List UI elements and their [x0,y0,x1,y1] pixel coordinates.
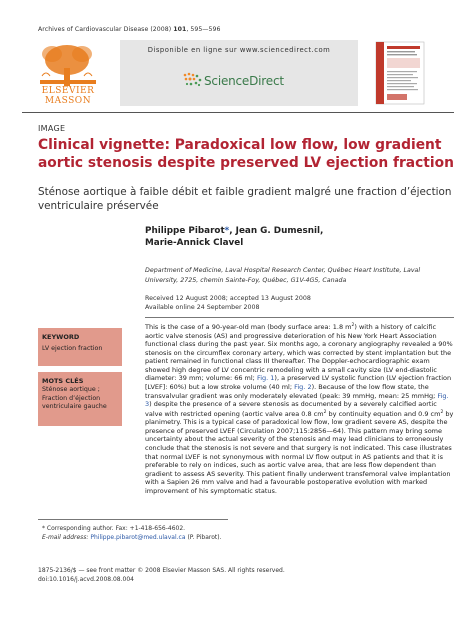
corresponding-author-note: Corresponding author. Fax: +1-418-656-4602. [46,525,186,532]
keyword-box [38,328,122,366]
footnote-divider [38,519,228,520]
keyword-heading: KEYWORD [42,333,80,341]
copyright-line: 1875-2136/$ — see front matter © 2008 Elsevier Masson SAS. All rights reserved. [38,567,285,574]
elsevier-masson-logo [22,40,114,106]
footnote: * Corresponding author. Fax: +1-418-656-4602. E-mail address: Philippe.pibarot@med.ulaval.ca (P. Pibarot). [42,525,222,541]
author-link[interactable]: Philippe Pibarot [145,226,225,236]
article-title-french: Sténose aortique à faible débit et faible gradient malgré une fraction d’éjection ventriculaire préservée [38,186,452,212]
sciencedirect-label: ScienceDirect [204,74,284,88]
author-names: , Jean G. Dumesnil, [229,226,324,236]
keyword-heading-french: MOTS CLÉS [42,377,84,385]
masson-text: MASSON [44,96,92,106]
keyword-box-french [38,372,122,426]
figure-link[interactable]: Fig. 2 [294,382,312,391]
section-label: IMAGE [38,124,66,133]
journal-citation [38,26,221,33]
article-body: This is the case of a 90-year-old man (body surface area: 1.8 $m^2$) with a history of calcific aortic valve stenosis (AS) and progressive deterioration of his New York Heart Association functional class during the past year. Six months ago, a coronary angiography revealed a 90% stenosis on the circumflex coronary artery, which was corrected by stent implantation but the patient remained in functional class III thereafter. The Doppler-echocardiographic exam showed high degree of LV concentric remodeling with a small cavity size (LV end-diastolic diameter: 39 mm; volume: 66 ml; Fig. 1), a preserved LV systolic function (LV ejection fraction [LVEF]: 60%) but a low stroke volume (40 ml; Fig. 2). Because of the low flow state, the transvalvular gradient was only moderately elevated (peak: 39 mmHg, mean: 25 mmHg; Fig. 3) despite the presence of a severe stenosis as documented by a severely calcified aortic valve with restricted opening (aortic valve area 0.8 $cm^2$ by continuity equation and 0.9 $cm^2$ by planimetry. This is a typical case of paradoxical low flow, low gradient severe AS, despite the presence of preserved LVEF (Circulation 2007;115:2856—64). This pattern may bring some uncertainty about the actual severity of the stenosis and may lead clinicians to erroneously conclude that the stenosis is not severe and that surgery is not indicated. This case illustrates that normal LVEF is not synonymous with normal LV flow output in AS patients and that it is preferable to rely on indices, such as aortic valve area, that are less flow dependent than gradient to assess AS severity. This patient finally underwent transfemoral valve implantation with a Sapien 26 mm valve and had a favourable postoperative evolution with marked improvement of his symptomatic status. [145,323,454,495]
keyword-item-french: Fraction d’éjection [42,394,101,402]
figure-link[interactable]: Fig. 1 [256,374,275,383]
sciencedirect-dots-icon [182,72,204,88]
keyword-item-french: ventriculaire gauche [42,403,107,410]
available-online-date: Available online 24 September 2008 [145,304,260,311]
received-date: Received 12 August 2008; accepted 13 August 2008 [145,295,311,302]
header-divider [22,112,454,113]
email-link[interactable]: Philippe.pibarot@med.ulaval.ca [90,533,186,541]
author-affiliation: Department of Medicine, Laval Hospital Research Center, Québec Heart Institute, Laval University, 2725, chemin Sainte-Foy, Québec, G1V-4G5, Canada [145,267,421,284]
sciencedirect-banner [120,40,358,106]
article-title: Clinical vignette: Paradoxical low flow, low gradient aortic stenosis despite preserved LV ejection fraction [38,137,454,171]
elsevier-text: ELSEVIER [41,86,95,96]
journal-name: Archives of Cardiovascular Disease (2008) [38,26,172,33]
journal-pages: , 595—596 [186,26,221,33]
copyright-notice [38,567,338,584]
doi-link[interactable]: doi:10.1016/j.acvd.2008.08.004 [38,575,134,583]
figure-link[interactable]: Fig. 3 [145,391,449,409]
journal-volume: 101 [173,26,187,33]
abstract-divider [145,317,454,318]
sciencedirect-logo [182,68,302,92]
author-names-line2: Marie-Annick Clavel [145,238,244,248]
corresponding-author-mark[interactable]: * [224,226,230,236]
article-dates [145,294,445,312]
journal-cover-thumbnail [368,40,438,106]
keyword-item: LV ejection fraction [42,345,103,352]
keyword-item-french: Sténose aortique ; [42,386,100,393]
banner-availability-text: Disponible en ligne sur www.sciencedirect.com [147,46,331,54]
author-list [145,225,445,249]
